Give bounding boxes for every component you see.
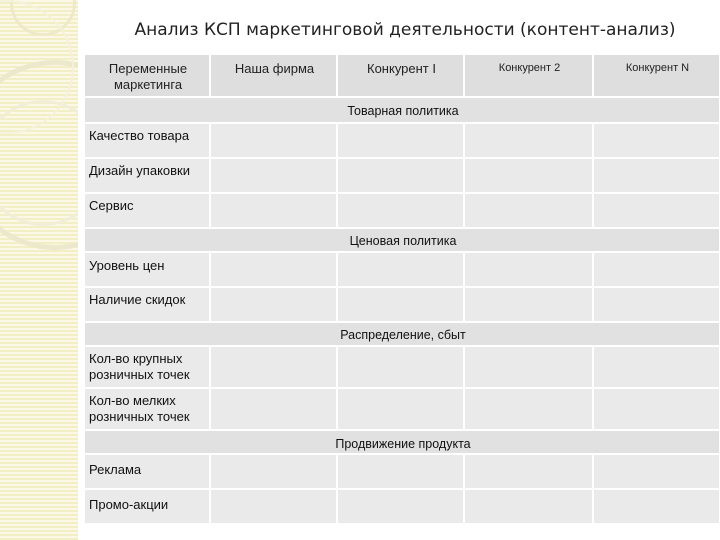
header-competitor1-label: Конкурент I [367, 61, 436, 76]
row-label: Качество товара [89, 128, 190, 143]
decorative-stripe [0, 0, 78, 540]
value-cell [464, 252, 593, 287]
row-label-cell [84, 252, 210, 287]
row-label: Реклама [89, 462, 142, 477]
section-title: Распределение, сбыт [340, 328, 466, 342]
row-label: Кол-во крупных розничных точек [89, 351, 190, 382]
value-cell [337, 454, 464, 489]
header-our-firm-cell [210, 54, 337, 97]
value-cell [593, 193, 720, 228]
value-cell [593, 454, 720, 489]
value-cell [210, 346, 337, 388]
value-cell [337, 287, 464, 322]
value-cell [210, 388, 337, 430]
value-cell [210, 287, 337, 322]
header-competitor2-label: Конкурент 2 [498, 62, 561, 74]
header-competitorN-label: Конкурент N [625, 62, 690, 74]
value-cell [337, 252, 464, 287]
header-variables-label: Переменные маркетинга [108, 61, 188, 92]
row-label-cell [84, 287, 210, 322]
row-label-cell [84, 123, 210, 158]
value-cell [593, 252, 720, 287]
row-label: Промо-акции [89, 497, 169, 512]
value-cell [337, 346, 464, 388]
row-label-cell [84, 489, 210, 524]
row-label: Сервис [89, 198, 134, 213]
row-label-cell [84, 388, 210, 430]
page-title: Анализ КСП маркетинговой деятельности (контент-анализ) [134, 20, 676, 40]
header-variables-cell [84, 54, 210, 97]
value-cell [593, 489, 720, 524]
row-label: Уровень цен [89, 258, 165, 273]
value-cell [464, 287, 593, 322]
value-cell [210, 193, 337, 228]
value-cell [464, 158, 593, 193]
value-cell [593, 388, 720, 430]
header-our-firm-label: Наша фирма [234, 61, 315, 76]
row-label-cell [84, 346, 210, 388]
value-cell [337, 489, 464, 524]
value-cell [593, 287, 720, 322]
section-title: Товарная политика [347, 104, 459, 118]
value-cell [337, 388, 464, 430]
value-cell [464, 193, 593, 228]
header-competitor1-cell [337, 54, 464, 97]
value-cell [593, 346, 720, 388]
section-title: Продвижение продукта [335, 437, 471, 451]
value-cell [210, 489, 337, 524]
value-cell [464, 489, 593, 524]
value-cell [464, 346, 593, 388]
row-label-cell [84, 454, 210, 489]
section-header-promotion [84, 430, 720, 454]
section-header-distribution [84, 322, 720, 346]
value-cell [210, 252, 337, 287]
section-header-product [84, 97, 720, 123]
value-cell [464, 454, 593, 489]
value-cell [593, 158, 720, 193]
value-cell [210, 454, 337, 489]
row-label: Кол-во мелких розничных точек [89, 393, 190, 424]
section-header-pricing [84, 228, 720, 252]
row-label-cell [84, 158, 210, 193]
value-cell [593, 123, 720, 158]
value-cell [337, 123, 464, 158]
value-cell [464, 123, 593, 158]
value-cell [337, 158, 464, 193]
value-cell [210, 123, 337, 158]
row-label: Дизайн упаковки [89, 163, 190, 178]
value-cell [210, 158, 337, 193]
value-cell [337, 193, 464, 228]
section-title: Ценовая политика [349, 234, 457, 248]
header-competitor2-cell [464, 54, 593, 97]
header-competitorN-cell [593, 54, 720, 97]
value-cell [464, 388, 593, 430]
row-label: Наличие скидок [89, 292, 186, 307]
row-label-cell [84, 193, 210, 228]
